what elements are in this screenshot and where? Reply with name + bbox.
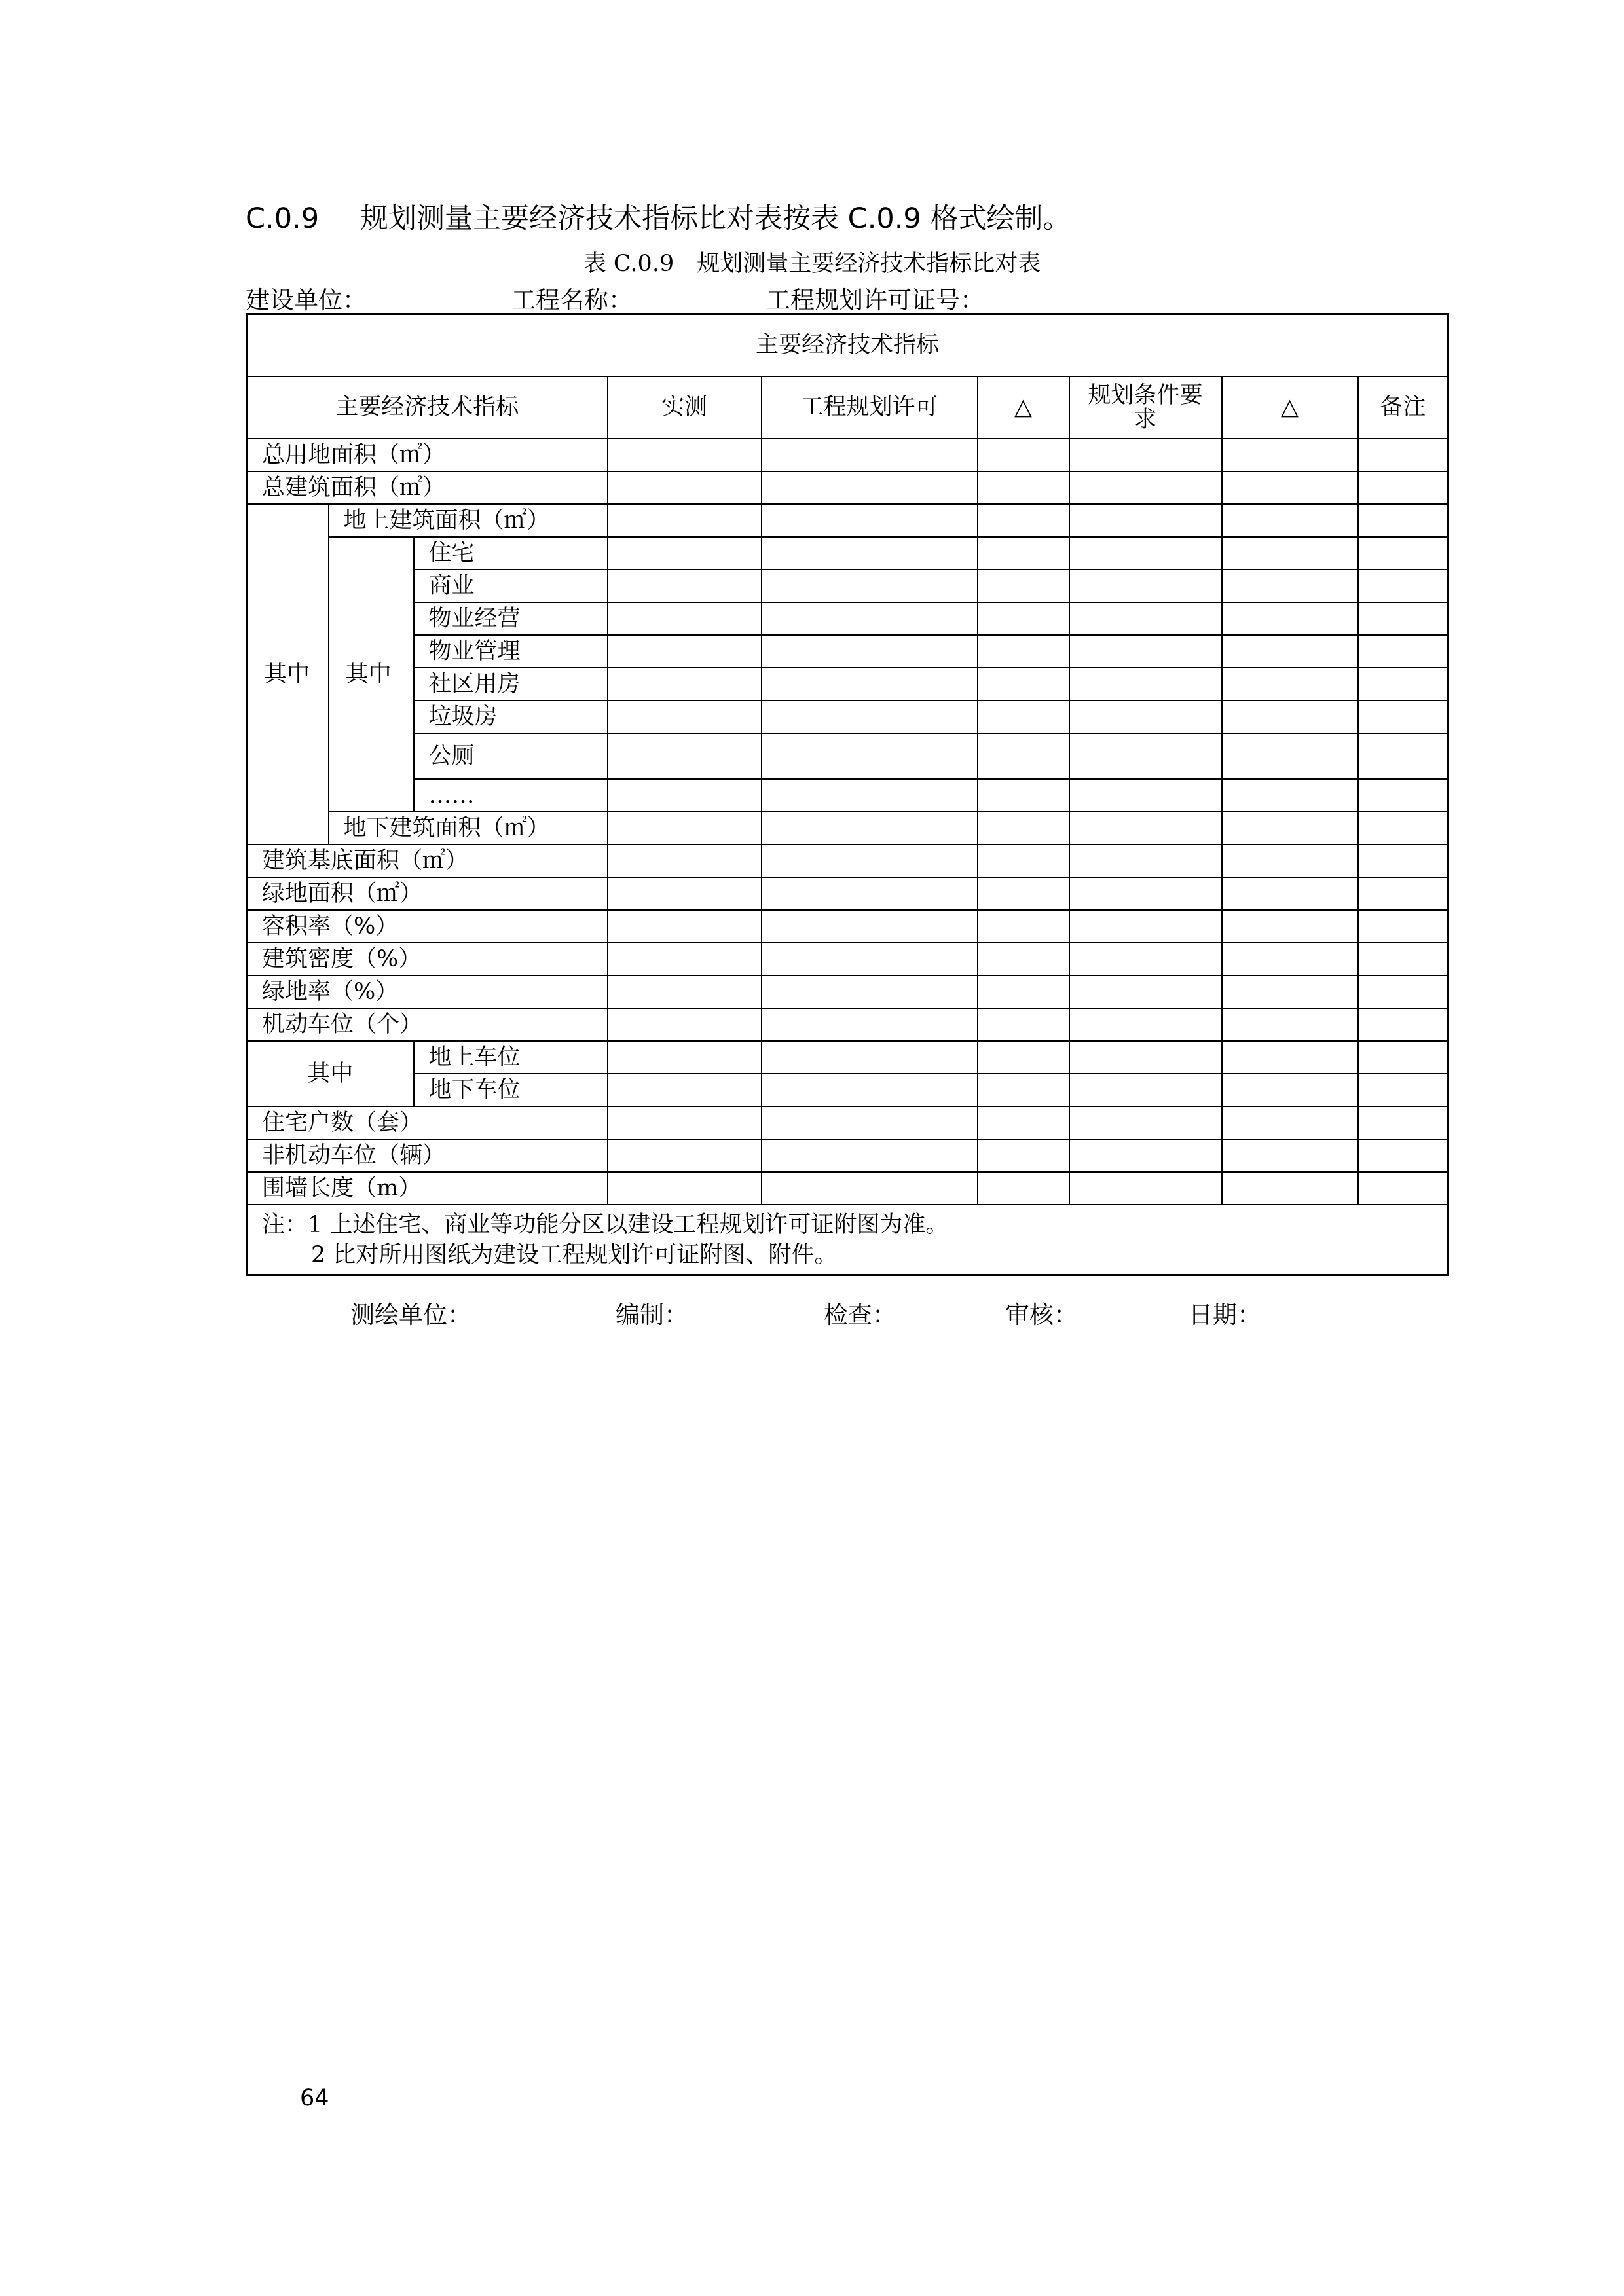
table-row <box>247 701 1449 733</box>
cell-delta <box>978 701 1069 733</box>
table-row <box>247 1172 1449 1205</box>
cell-conditions <box>1069 504 1222 537</box>
cell-delta-2 <box>1222 1074 1358 1106</box>
cell-conditions <box>1069 570 1222 602</box>
col-header-indicator: 主要经济技术指标 <box>247 376 608 439</box>
cell-conditions <box>1069 602 1222 635</box>
cell-permit <box>762 910 978 943</box>
cell-measured <box>608 537 762 570</box>
cell-conditions <box>1069 701 1222 733</box>
row-label-above-ground: 地上建筑面积（㎡） <box>329 504 608 537</box>
cell-measured <box>608 845 762 877</box>
meta-project-name: 工程名称： <box>511 286 633 314</box>
row-label-far: 容积率（%） <box>247 910 608 943</box>
cell-measured <box>608 975 762 1008</box>
cell-measured <box>608 910 762 943</box>
cell-delta <box>978 504 1069 537</box>
cell-remarks <box>1358 779 1449 812</box>
cell-delta <box>978 439 1069 471</box>
cell-delta <box>978 1139 1069 1172</box>
cell-remarks <box>1358 439 1449 471</box>
table-row <box>247 1074 1449 1106</box>
cell-delta <box>978 779 1069 812</box>
cell-measured <box>608 1139 762 1172</box>
cell-measured <box>608 471 762 504</box>
cell-delta <box>978 845 1069 877</box>
cell-measured <box>608 504 762 537</box>
row-label-density: 建筑密度（%） <box>247 943 608 975</box>
cell-delta-2 <box>1222 701 1358 733</box>
cell-permit <box>762 537 978 570</box>
cell-measured <box>608 1106 762 1139</box>
table-row <box>247 602 1449 635</box>
row-label-motor-parking: 机动车位（个） <box>247 1008 608 1041</box>
table-row <box>247 943 1449 975</box>
table-row <box>247 1139 1449 1172</box>
table-notes <box>247 1205 1449 1275</box>
cell-remarks <box>1358 1074 1449 1106</box>
cell-delta-2 <box>1222 537 1358 570</box>
cell-permit <box>762 504 978 537</box>
cell-remarks <box>1358 975 1449 1008</box>
cell-delta-2 <box>1222 471 1358 504</box>
cell-delta <box>978 910 1069 943</box>
cell-measured <box>608 439 762 471</box>
cell-permit <box>762 1172 978 1205</box>
table-row <box>247 733 1449 779</box>
cell-conditions <box>1069 1074 1222 1106</box>
cell-conditions <box>1069 1041 1222 1074</box>
row-label-residential: 住宅 <box>414 537 608 570</box>
table-row <box>247 910 1449 943</box>
cell-delta-2 <box>1222 602 1358 635</box>
footer-checked: 检查： <box>824 1301 896 1329</box>
table-row <box>247 975 1449 1008</box>
table-row <box>247 504 1449 537</box>
table-row <box>247 779 1449 812</box>
cell-remarks <box>1358 845 1449 877</box>
cell-measured <box>608 779 762 812</box>
cell-conditions <box>1069 975 1222 1008</box>
row-label-total-building: 总建筑面积（㎡） <box>247 471 608 504</box>
cell-delta-2 <box>1222 570 1358 602</box>
cell-measured <box>608 877 762 910</box>
cell-remarks <box>1358 537 1449 570</box>
cell-remarks <box>1358 635 1449 668</box>
table-row <box>247 877 1449 910</box>
cell-delta <box>978 537 1069 570</box>
cell-measured <box>608 1041 762 1074</box>
cell-conditions <box>1069 1106 1222 1139</box>
table-row <box>247 812 1449 845</box>
row-label-property-management: 物业管理 <box>414 635 608 668</box>
cell-measured <box>608 701 762 733</box>
cell-permit <box>762 733 978 779</box>
cell-permit <box>762 1041 978 1074</box>
page-number: 64 <box>300 2085 329 2111</box>
col-header-delta: △ <box>978 376 1069 439</box>
cell-remarks <box>1358 602 1449 635</box>
cell-permit <box>762 668 978 701</box>
row-label-base-area: 建筑基底面积（㎡） <box>247 845 608 877</box>
cell-delta <box>978 733 1069 779</box>
cell-remarks <box>1358 812 1449 845</box>
footer-compiled: 编制： <box>616 1301 688 1329</box>
cell-delta <box>978 570 1069 602</box>
cell-delta-2 <box>1222 1106 1358 1139</box>
section-number: C.0.9 <box>246 202 320 235</box>
col-header-delta-2: △ <box>1222 376 1358 439</box>
meta-construction-unit: 建设单位： <box>246 286 367 314</box>
cell-permit <box>762 943 978 975</box>
cell-conditions <box>1069 1008 1222 1041</box>
row-label-green-area: 绿地面积（㎡） <box>247 877 608 910</box>
table-row <box>247 1106 1449 1139</box>
cell-measured <box>608 812 762 845</box>
cell-conditions <box>1069 439 1222 471</box>
cell-permit <box>762 439 978 471</box>
cell-remarks <box>1358 668 1449 701</box>
footer-surveyor: 测绘单位： <box>350 1301 471 1329</box>
cell-measured <box>608 602 762 635</box>
cell-permit <box>762 812 978 845</box>
table-row <box>247 471 1449 504</box>
cell-measured <box>608 570 762 602</box>
row-label-green-ratio: 绿地率（%） <box>247 975 608 1008</box>
cell-permit <box>762 635 978 668</box>
cell-permit <box>762 701 978 733</box>
cell-delta <box>978 975 1069 1008</box>
row-label-ellipsis: …… <box>414 779 608 812</box>
cell-delta-2 <box>1222 975 1358 1008</box>
cell-delta-2 <box>1222 845 1358 877</box>
section-text: 规划测量主要经济技术指标比对表按表 C.0.9 格式绘制。 <box>360 202 1071 235</box>
cell-remarks <box>1358 877 1449 910</box>
section-heading <box>246 196 1071 236</box>
cell-measured <box>608 668 762 701</box>
cell-permit <box>762 779 978 812</box>
table-caption: 表 C.0.9 规划测量主要经济技术指标比对表 <box>583 251 1041 277</box>
note-1: 注：1 上述住宅、商业等功能分区以建设工程规划许可证附图为准。 <box>262 1212 949 1238</box>
row-label-community: 社区用房 <box>414 668 608 701</box>
row-subgroup-of-which: 其中 <box>329 537 414 812</box>
cell-delta-2 <box>1222 943 1358 975</box>
row-label-households: 住宅户数（套） <box>247 1106 608 1139</box>
cell-conditions <box>1069 779 1222 812</box>
cell-permit <box>762 471 978 504</box>
cell-conditions <box>1069 471 1222 504</box>
cell-delta <box>978 602 1069 635</box>
cell-remarks <box>1358 910 1449 943</box>
cell-conditions <box>1069 877 1222 910</box>
cell-delta-2 <box>1222 668 1358 701</box>
cell-measured <box>608 733 762 779</box>
footer-reviewed: 审核： <box>1005 1301 1078 1329</box>
cell-delta-2 <box>1222 1172 1358 1205</box>
row-label-total-land: 总用地面积（㎡） <box>247 439 608 471</box>
row-group-of-which: 其中 <box>247 504 329 845</box>
cell-permit <box>762 1139 978 1172</box>
cell-measured <box>608 635 762 668</box>
cell-permit <box>762 975 978 1008</box>
cell-conditions <box>1069 812 1222 845</box>
cell-delta <box>978 635 1069 668</box>
note-2: 2 比对所用图纸为建设工程规划许可证附图、附件。 <box>311 1241 838 1268</box>
col-header-remarks: 备注 <box>1358 376 1449 439</box>
row-label-under-parking: 地下车位 <box>414 1074 608 1106</box>
col-header-permit: 工程规划许可 <box>762 376 978 439</box>
cell-remarks <box>1358 504 1449 537</box>
cell-remarks <box>1358 471 1449 504</box>
cell-delta <box>978 1008 1069 1041</box>
cell-delta <box>978 471 1069 504</box>
cell-permit <box>762 1008 978 1041</box>
table-row <box>247 668 1449 701</box>
col-header-measured: 实测 <box>608 376 762 439</box>
cell-measured <box>608 1074 762 1106</box>
table-row <box>247 537 1449 570</box>
cell-delta-2 <box>1222 812 1358 845</box>
section-header: 主要经济技术指标 <box>247 314 1449 377</box>
row-group-parking-of-which: 其中 <box>247 1041 414 1106</box>
cell-delta-2 <box>1222 779 1358 812</box>
row-label-commercial: 商业 <box>414 570 608 602</box>
table-row <box>247 845 1449 877</box>
cell-measured <box>608 1172 762 1205</box>
cell-remarks <box>1358 701 1449 733</box>
cell-delta-2 <box>1222 1008 1358 1041</box>
cell-delta-2 <box>1222 910 1358 943</box>
meta-permit-number: 工程规划许可证号： <box>766 286 984 314</box>
cell-delta <box>978 1172 1069 1205</box>
row-label-property-business: 物业经营 <box>414 602 608 635</box>
indicator-table <box>246 313 1449 1276</box>
cell-permit <box>762 845 978 877</box>
cell-remarks <box>1358 1172 1449 1205</box>
cell-conditions <box>1069 668 1222 701</box>
cell-conditions <box>1069 537 1222 570</box>
cell-delta-2 <box>1222 1041 1358 1074</box>
cell-remarks <box>1358 1008 1449 1041</box>
cell-conditions <box>1069 845 1222 877</box>
row-label-garbage: 垃圾房 <box>414 701 608 733</box>
table-row <box>247 1008 1449 1041</box>
col-header-planning-conditions: 规划条件要求 <box>1069 376 1222 439</box>
cell-remarks <box>1358 733 1449 779</box>
cell-permit <box>762 1106 978 1139</box>
row-label-underground: 地下建筑面积（㎡） <box>329 812 608 845</box>
cell-delta-2 <box>1222 1139 1358 1172</box>
cell-permit <box>762 570 978 602</box>
footer-date: 日期： <box>1189 1301 1261 1329</box>
cell-delta <box>978 668 1069 701</box>
cell-delta <box>978 877 1069 910</box>
cell-delta <box>978 1106 1069 1139</box>
cell-conditions <box>1069 635 1222 668</box>
cell-delta-2 <box>1222 504 1358 537</box>
cell-delta-2 <box>1222 635 1358 668</box>
cell-remarks <box>1358 943 1449 975</box>
cell-permit <box>762 1074 978 1106</box>
row-label-above-parking: 地上车位 <box>414 1041 608 1074</box>
row-label-wall-length: 围墙长度（m） <box>247 1172 608 1205</box>
cell-delta-2 <box>1222 877 1358 910</box>
cell-conditions <box>1069 943 1222 975</box>
row-label-non-motor-parking: 非机动车位（辆） <box>247 1139 608 1172</box>
cell-measured <box>608 1008 762 1041</box>
row-label-toilet: 公厕 <box>414 733 608 779</box>
cell-delta <box>978 812 1069 845</box>
table-notes-row <box>247 1205 1449 1275</box>
cell-delta <box>978 1074 1069 1106</box>
table-row <box>247 1041 1449 1074</box>
cell-remarks <box>1358 1041 1449 1074</box>
cell-remarks <box>1358 1139 1449 1172</box>
cell-conditions <box>1069 733 1222 779</box>
cell-delta-2 <box>1222 733 1358 779</box>
cell-permit <box>762 602 978 635</box>
cell-delta <box>978 1041 1069 1074</box>
cell-remarks <box>1358 570 1449 602</box>
cell-conditions <box>1069 1139 1222 1172</box>
cell-delta-2 <box>1222 439 1358 471</box>
table-row <box>247 570 1449 602</box>
cell-permit <box>762 877 978 910</box>
cell-delta <box>978 943 1069 975</box>
cell-conditions <box>1069 910 1222 943</box>
cell-remarks <box>1358 1106 1449 1139</box>
cell-conditions <box>1069 1172 1222 1205</box>
table-row <box>247 635 1449 668</box>
table-row <box>247 439 1449 471</box>
cell-measured <box>608 943 762 975</box>
